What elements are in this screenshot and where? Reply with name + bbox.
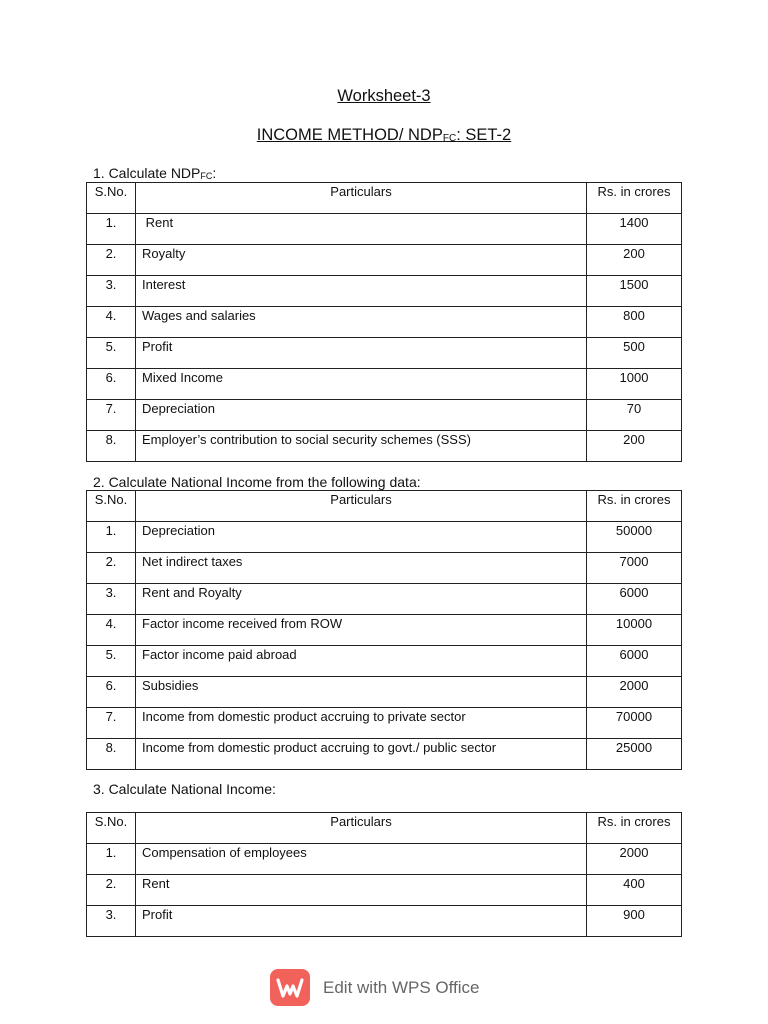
table-header-row bbox=[87, 183, 682, 214]
row-sno: 3. bbox=[87, 906, 136, 937]
table-row bbox=[87, 276, 682, 307]
header-sno: S.No. bbox=[87, 491, 136, 522]
table-row bbox=[87, 245, 682, 276]
table-row bbox=[87, 307, 682, 338]
row-amount: 70 bbox=[587, 400, 682, 431]
row-sno: 3. bbox=[87, 276, 136, 307]
table-row bbox=[87, 906, 682, 937]
worksheet-title: Worksheet-3 bbox=[337, 87, 431, 105]
row-particular: Subsidies bbox=[136, 677, 587, 708]
table-row bbox=[87, 615, 682, 646]
row-amount: 1000 bbox=[587, 369, 682, 400]
table-header-row bbox=[87, 491, 682, 522]
row-sno: 1. bbox=[87, 844, 136, 875]
table-row bbox=[87, 584, 682, 615]
wps-logo-icon bbox=[270, 969, 310, 1006]
question-3-heading: 3. Calculate National Income: bbox=[93, 781, 276, 797]
row-particular: Rent and Royalty bbox=[136, 584, 587, 615]
row-amount: 50000 bbox=[587, 522, 682, 553]
row-amount: 6000 bbox=[587, 646, 682, 677]
row-sno: 2. bbox=[87, 245, 136, 276]
row-particular: Depreciation bbox=[136, 400, 587, 431]
row-particular: Rent bbox=[136, 875, 587, 906]
row-particular: Factor income paid abroad bbox=[136, 646, 587, 677]
row-amount: 10000 bbox=[587, 615, 682, 646]
table-row bbox=[87, 646, 682, 677]
row-sno: 4. bbox=[87, 615, 136, 646]
row-sno: 7. bbox=[87, 708, 136, 739]
row-particular: Profit bbox=[136, 338, 587, 369]
row-sno: 3. bbox=[87, 584, 136, 615]
question-1-heading bbox=[93, 165, 216, 181]
header-sno: S.No. bbox=[87, 813, 136, 844]
row-particular: Royalty bbox=[136, 245, 587, 276]
row-sno: 5. bbox=[87, 338, 136, 369]
question-2-heading: 2. Calculate National Income from the following data: bbox=[93, 474, 421, 490]
row-amount: 1400 bbox=[587, 214, 682, 245]
row-amount: 500 bbox=[587, 338, 682, 369]
row-amount: 7000 bbox=[587, 553, 682, 584]
row-sno: 5. bbox=[87, 646, 136, 677]
row-amount: 200 bbox=[587, 431, 682, 462]
row-sno: 1. bbox=[87, 522, 136, 553]
table-row bbox=[87, 677, 682, 708]
row-sno: 7. bbox=[87, 400, 136, 431]
table-row bbox=[87, 522, 682, 553]
row-amount: 6000 bbox=[587, 584, 682, 615]
header-particulars: Particulars bbox=[136, 491, 587, 522]
row-amount: 2000 bbox=[587, 677, 682, 708]
header-particulars: Particulars bbox=[136, 813, 587, 844]
table-row bbox=[87, 431, 682, 462]
row-particular: Mixed Income bbox=[136, 369, 587, 400]
row-particular: Profit bbox=[136, 906, 587, 937]
row-particular: Interest bbox=[136, 276, 587, 307]
header-particulars: Particulars bbox=[136, 183, 587, 214]
question-1-suffix: : bbox=[212, 165, 217, 181]
wps-w-glyph bbox=[276, 977, 304, 999]
table-row bbox=[87, 739, 682, 770]
table-row bbox=[87, 214, 682, 245]
row-particular: Compensation of employees bbox=[136, 844, 587, 875]
row-amount: 1500 bbox=[587, 276, 682, 307]
question-3-table bbox=[86, 812, 682, 937]
table-row bbox=[87, 338, 682, 369]
table-row bbox=[87, 875, 682, 906]
table-row bbox=[87, 553, 682, 584]
header-amount: Rs. in crores bbox=[587, 491, 682, 522]
header-sno: S.No. bbox=[87, 183, 136, 214]
row-amount: 200 bbox=[587, 245, 682, 276]
row-sno: 6. bbox=[87, 677, 136, 708]
question-1-text: 1. Calculate NDP bbox=[93, 165, 201, 181]
row-particular: Rent bbox=[136, 214, 587, 245]
table-header-row bbox=[87, 813, 682, 844]
table-row bbox=[87, 708, 682, 739]
set-title-subscript: FC bbox=[442, 133, 457, 144]
row-amount: 70000 bbox=[587, 708, 682, 739]
set-title bbox=[0, 126, 768, 145]
row-particular: Depreciation bbox=[136, 522, 587, 553]
row-sno: 8. bbox=[87, 431, 136, 462]
table-row bbox=[87, 844, 682, 875]
row-amount: 2000 bbox=[587, 844, 682, 875]
row-amount: 900 bbox=[587, 906, 682, 937]
table-row bbox=[87, 369, 682, 400]
wps-label: Edit with WPS Office bbox=[323, 977, 480, 997]
row-sno: 1. bbox=[87, 214, 136, 245]
set-title-prefix: INCOME METHOD/ NDP bbox=[256, 126, 443, 144]
row-sno: 2. bbox=[87, 875, 136, 906]
row-amount: 800 bbox=[587, 307, 682, 338]
row-particular: Wages and salaries bbox=[136, 307, 587, 338]
header-amount: Rs. in crores bbox=[587, 183, 682, 214]
row-particular: Income from domestic product accruing to private sector bbox=[136, 708, 587, 739]
question-1-table bbox=[86, 182, 682, 462]
row-particular: Factor income received from ROW bbox=[136, 615, 587, 646]
row-sno: 2. bbox=[87, 553, 136, 584]
row-particular: Net indirect taxes bbox=[136, 553, 587, 584]
set-title-suffix: : SET-2 bbox=[456, 126, 512, 144]
question-2-table bbox=[86, 490, 682, 770]
question-1-subscript: FC bbox=[200, 171, 213, 181]
table-row bbox=[87, 400, 682, 431]
edit-with-wps-button[interactable] bbox=[270, 969, 480, 1006]
row-sno: 6. bbox=[87, 369, 136, 400]
header-amount: Rs. in crores bbox=[587, 813, 682, 844]
row-particular: Employer’s contribution to social security schemes (SSS) bbox=[136, 431, 587, 462]
row-particular: Income from domestic product accruing to govt./ public sector bbox=[136, 739, 587, 770]
row-amount: 400 bbox=[587, 875, 682, 906]
row-sno: 4. bbox=[87, 307, 136, 338]
row-sno: 8. bbox=[87, 739, 136, 770]
row-amount: 25000 bbox=[587, 739, 682, 770]
